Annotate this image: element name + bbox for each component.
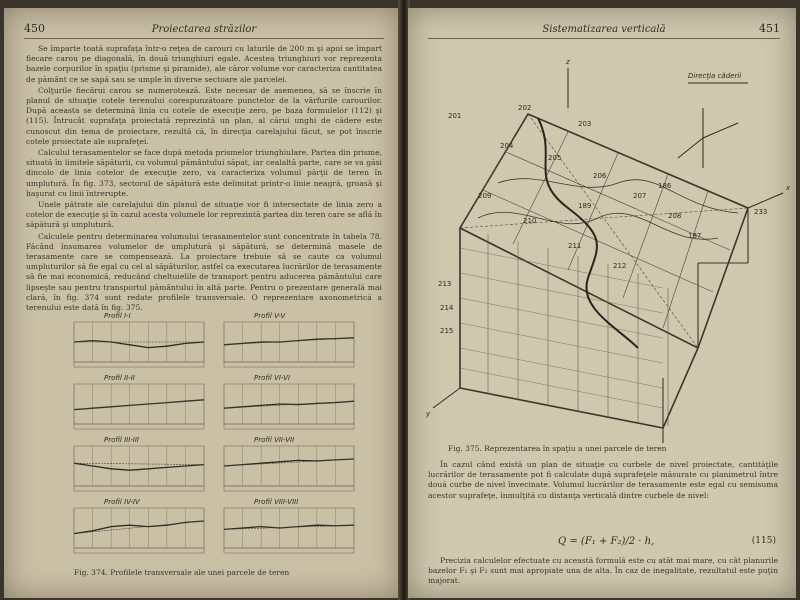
profile-label: Profil VIII-VIII bbox=[254, 498, 299, 506]
fig-label: 187 bbox=[688, 232, 702, 240]
paragraph: Se împarte toată suprafaţa într-o reţea de carouri cu laturile de 200 m şi apoi se împart fiecare carou pe diagonală, în două triunghiuri egale. Acestea triunghiuri vor reprezenta bazele corpurilor în spaţiu (prisme şi piramide), ale căror volume vor caracteriza cantitatea de pământ ce se sapă sau se umple în diverse sectoare ale parcelei. bbox=[26, 44, 382, 84]
fig-label: 214 bbox=[440, 304, 454, 312]
profile-panel bbox=[74, 498, 204, 553]
profile-label: Profil III-III bbox=[104, 436, 139, 444]
profile-label: Profil VI-VI bbox=[254, 374, 291, 382]
axonometric-drawing bbox=[418, 48, 791, 438]
paragraph: Unele pătrate ale carelajului din planul de situaţie vor fi intersectate de linia zero a cotelor de execuţie şi în cazul acesta volumele lor reprezintă partea din teren care se află în săpătură şi umplutură. bbox=[26, 200, 382, 230]
paragraph: Colţurile fiecărui carou se numerotează. Este necesar de asemenea, să se înscrie în planul de situaţie cotele terenului corespunzătoare punctelor de la vârfurile carourilor. După aceasta se determină linia cu cotele de execuţie zero, pe baza formulelor (112) şi (115). Întrucât suprafaţa proiectată reprezintă un plan, al cărui unghi de cădere este cunoscut din tema de proiectare, rezultă că, în direcţia carelajului făcut, se pot înscrie cotele proiectate ale suprafeţei. bbox=[26, 85, 382, 146]
paragraph: În cazul când există un plan de situaţie cu curbele de nivel proiectate, cantităţile lucrărilor de terasamente pot fi calculate după suprafeţele măsurate cu planimetrul între două curbe de nivel învecinate. Volumul lucrărilor de terasamente este egal cu semisuma acestor suprafeţe, înmulţită cu distanţa verticală dintre curbele de nivel: bbox=[428, 460, 778, 500]
fig-label: 202 bbox=[518, 104, 532, 112]
figure-375-caption: Fig. 375. Reprezentarea în spaţiu a unei parcele de teren bbox=[448, 444, 667, 453]
profiles-drawing bbox=[24, 308, 384, 563]
paragraph: Calculul terasamentelor se face după metoda prismelor triunghiulare. Partea din prisme, situată în limitele săpăturii, cu volumul pământului săpat, iar cealaltă parte, care se va găsi dincolo de linia cotelor de execuţie zero, va caracteriza volumul părţii de teren în umplutură. În fig. 373, sectorul de săpătură este delimitat printr-o linie neagră, groasă şi haşurat cu linii întrerupte. bbox=[26, 148, 382, 198]
figure-374-caption: Fig. 374. Profilele transversale ale unei parcele de teren bbox=[74, 568, 290, 577]
profile-frame bbox=[224, 322, 354, 362]
profile-panel bbox=[224, 498, 354, 553]
profile-panel bbox=[224, 436, 354, 491]
paragraph: Calculele pentru determinarea volumului terasamentelor sunt concentrate în tabela 78. Făcând însumarea volumelor de umplutură şi săpătură, se determină masele de terasamente care se compensează. La proiectare trebuie să se caute ca volumul umpluturilor să fie egal cu cel al săpăturilor, astfel ca executarea lucrărilor de terasamente să fie mai economică, reducând cheltuielile de transport pentru aducerea pământului care lipseşte sau pentru transportul pământului în altă parte. Pentru o prezentare generală mai clară, în fig. 374 sunt redate profilele transversale. O reprezentare axonometrică a terenului este dată în fig. 375. bbox=[26, 231, 382, 313]
fig-label: 189 bbox=[578, 202, 592, 210]
profile-base-strip bbox=[224, 424, 354, 429]
profile-label: Profil I-I bbox=[104, 312, 131, 320]
profile-base-strip bbox=[74, 548, 204, 553]
right-page-number: 451 bbox=[759, 22, 780, 35]
fig-label: 205 bbox=[548, 154, 562, 162]
right-body-text bbox=[428, 460, 778, 502]
profile-label: Profil VII-VII bbox=[254, 436, 295, 444]
profile-label: Profil IV-IV bbox=[104, 498, 140, 506]
fig-label: 186 bbox=[658, 182, 672, 190]
profile-design-line bbox=[74, 521, 204, 534]
profile-panel bbox=[224, 312, 354, 367]
figure-374-profiles bbox=[24, 308, 384, 563]
paragraph: Precizia calculelor efectuate cu această formulă este cu atât mai mare, cu cât planurile bazelor F₁ şi F₂ sunt mai apropiate una de alta. În caz de inegalitate, rezultatul este puţin majorat. bbox=[428, 556, 778, 586]
axis-label-x: x bbox=[786, 184, 791, 192]
left-running-title: Proiectarea străzilor bbox=[151, 24, 257, 35]
profile-base-strip bbox=[74, 486, 204, 491]
fig-label: 213 bbox=[438, 280, 452, 288]
fig-label: 209 bbox=[478, 192, 492, 200]
fig-label: 206 bbox=[593, 172, 607, 180]
profile-design-line bbox=[74, 463, 204, 464]
fig-label: 211 bbox=[568, 242, 582, 250]
figure-375-axonometric bbox=[418, 48, 791, 438]
profile-panel bbox=[74, 374, 204, 429]
profile-terrain-line bbox=[74, 463, 204, 470]
fig-label: 210 bbox=[523, 217, 537, 225]
fig-label: 215 bbox=[440, 327, 454, 335]
fig-label: 204 bbox=[500, 142, 514, 150]
profile-base-strip bbox=[224, 362, 354, 367]
profile-label: Profil II-II bbox=[104, 374, 135, 382]
right-body-text-2 bbox=[428, 556, 778, 588]
profile-frame bbox=[74, 384, 204, 424]
fig-label: 212 bbox=[613, 262, 627, 270]
profile-panel bbox=[74, 436, 204, 491]
fig-label: 207 bbox=[633, 192, 647, 200]
profile-base-strip bbox=[224, 548, 354, 553]
profile-frame bbox=[224, 446, 354, 486]
profile-label: Profil V-V bbox=[254, 312, 286, 320]
profile-base-strip bbox=[74, 362, 204, 367]
right-page bbox=[408, 8, 796, 598]
fig-label: 233 bbox=[754, 208, 768, 216]
profile-panel bbox=[224, 374, 354, 429]
right-running-head bbox=[428, 16, 780, 39]
left-page bbox=[4, 8, 400, 598]
fig-label: 208 bbox=[668, 212, 682, 220]
profile-frame bbox=[74, 508, 204, 548]
profile-terrain-line bbox=[74, 341, 204, 348]
right-running-title: Sistematizarea verticală bbox=[542, 24, 666, 35]
profile-base-strip bbox=[224, 486, 354, 491]
fig-label: 203 bbox=[578, 120, 592, 128]
direction-label: Direcţia căderii bbox=[688, 72, 742, 80]
axis-label-y: y bbox=[426, 410, 431, 418]
axis-label-z: z bbox=[566, 58, 570, 66]
left-body-text bbox=[26, 44, 382, 314]
left-page-number: 450 bbox=[24, 22, 45, 35]
equation: Q = (F₁ + F₂)/2 · h, bbox=[558, 536, 655, 547]
profile-base-strip bbox=[74, 424, 204, 429]
equation-number: (115) bbox=[751, 536, 776, 546]
left-running-head bbox=[24, 16, 384, 39]
profile-panel bbox=[74, 312, 204, 367]
fig-label: 201 bbox=[448, 112, 462, 120]
